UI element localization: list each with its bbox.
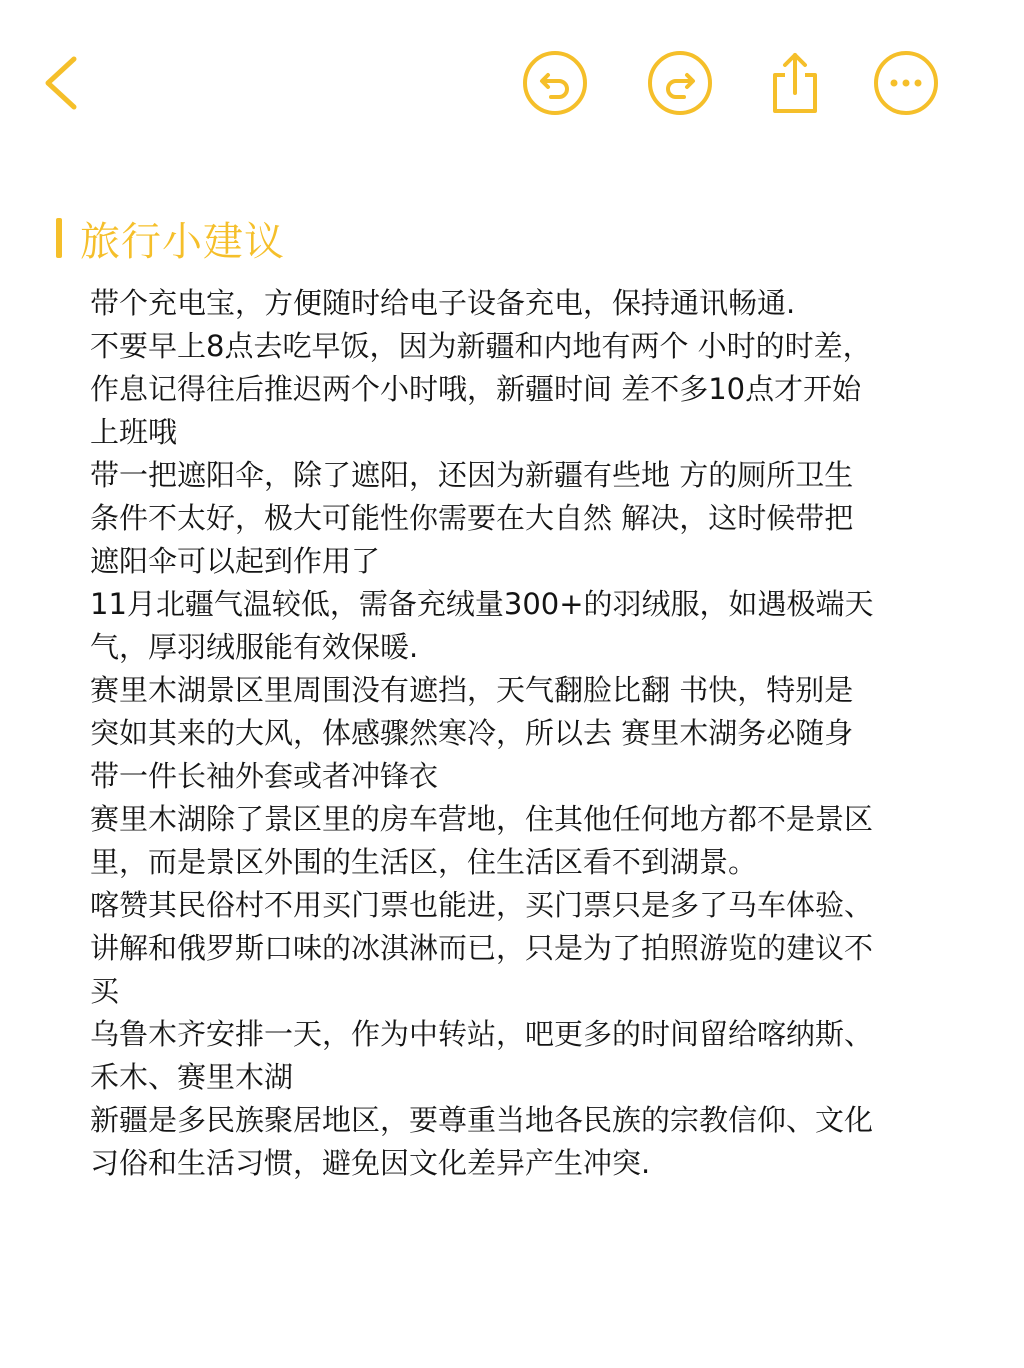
more-icon xyxy=(872,49,940,117)
note-paragraph: 赛里木湖景区里周围没有遮挡，天气翻脸比翻 书快，特别是突如其来的大风，体感骤然寒冷，所以去 赛里木湖务必随身带一件长袖外套或者冲锋衣 xyxy=(90,673,854,793)
share-icon xyxy=(761,49,829,117)
note-paragraph: 喀赞其民俗村不用买门票也能进，买门票只是多了马车体验、讲解和俄罗斯口味的冰淇淋而已，只是为了拍照游览的建议不买 xyxy=(90,888,874,1008)
share-button[interactable] xyxy=(761,49,829,117)
note-paragraph: 赛里木湖除了景区里的房车营地，住其他任何地方都不是景区里，而是景区外围的生活区，住生活区看不到湖景。 xyxy=(90,802,874,879)
more-button[interactable] xyxy=(872,49,940,117)
note-paragraph: 乌鲁木齐安排一天，作为中转站，吧更多的时间留给喀纳斯、禾木、赛里木湖 xyxy=(90,1017,874,1094)
chevron-left-icon xyxy=(30,49,98,117)
note-paragraph: 带个充电宝，方便随时给电子设备充电，保持通讯畅通. xyxy=(90,286,796,320)
undo-icon xyxy=(521,49,589,117)
note-paragraph: 带一把遮阳伞，除了遮阳，还因为新疆有些地 方的厕所卫生条件不太好，极大可能性你需要在大自然 解决，这时候带把遮阳伞可以起到作用了 xyxy=(90,458,854,578)
heading-accent-bar xyxy=(56,218,62,258)
back-button[interactable] xyxy=(30,49,98,117)
heading-text: 旅行小建议 xyxy=(80,218,285,265)
note-paragraph: 不要早上8点去吃早饭，因为新疆和内地有两个 小时的时差，作息记得往后推迟两个小时哦，新疆时间 差不多10点才开始上班哦 xyxy=(90,329,872,449)
note-paragraph: 新疆是多民族聚居地区，要尊重当地各民族的宗教信仰、文化习俗和生活习惯，避免因文化差异产生冲突. xyxy=(90,1103,874,1180)
undo-button[interactable] xyxy=(521,49,589,117)
redo-button[interactable] xyxy=(646,49,714,117)
note-body[interactable] xyxy=(90,282,876,1185)
note-paragraph: 11月北疆气温较低，需备充绒量300+的羽绒服，如遇极端天气，厚羽绒服能有效保暖. xyxy=(90,587,874,664)
note-toolbar xyxy=(0,0,1024,170)
redo-icon xyxy=(646,49,714,117)
note-heading xyxy=(56,210,285,266)
